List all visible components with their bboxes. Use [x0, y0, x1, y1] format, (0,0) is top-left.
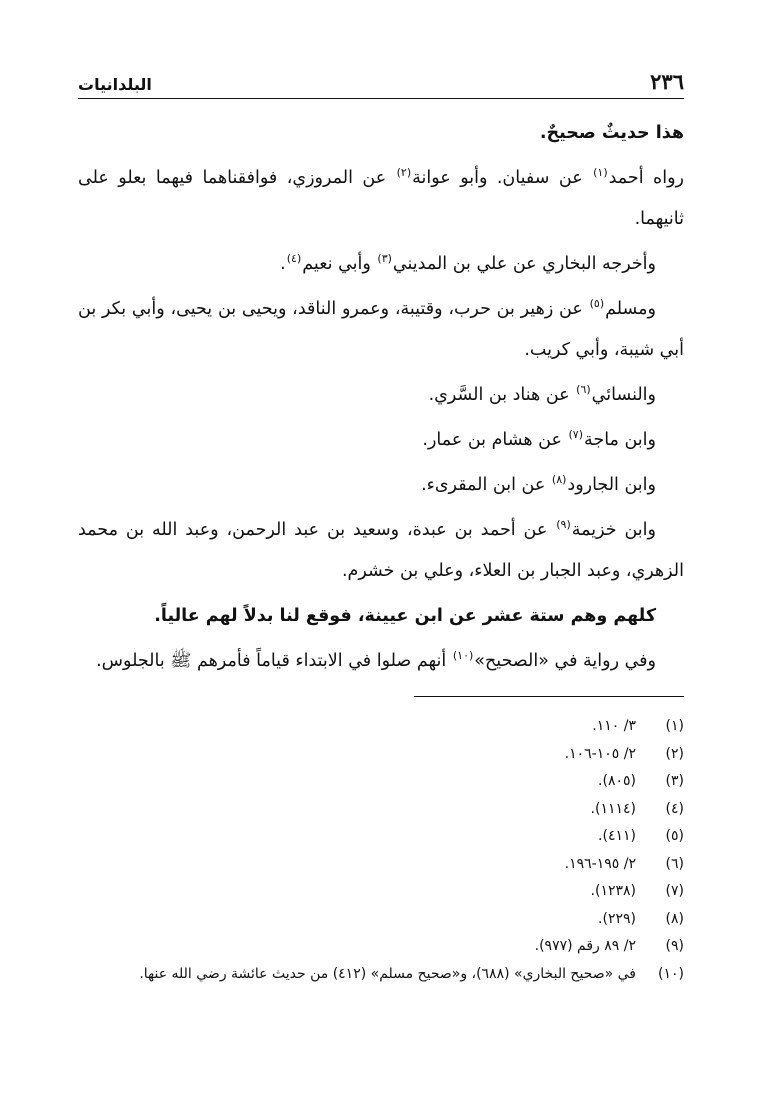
footnote-text: (٨٠٥). — [598, 773, 636, 789]
footnote-ref-6: (٦) — [576, 383, 591, 397]
footnote-item — [78, 961, 684, 989]
footnote-ref-7: (٧) — [568, 428, 584, 442]
paragraph-ibn-majah — [78, 420, 684, 461]
text-segment: عن هناد بن السَّري. — [428, 385, 576, 405]
page-number: ٢٣٦ — [650, 69, 684, 94]
text-segment: وفي رواية في «الصحيح» — [474, 651, 656, 671]
footnote-item — [78, 768, 684, 796]
footnote-number: (٥) — [665, 828, 684, 844]
paragraph-sahih-riwayah — [78, 641, 684, 682]
footnote-item — [78, 878, 684, 906]
footnote-number: (١) — [665, 718, 684, 734]
footnote-ref-8: (٨) — [551, 473, 567, 487]
text-segment: عن زهير بن حرب، وقتيبة، وعمرو الناقد، ويحيى بن يحيى، وأبي بكر بن أبي شيبة، وأبي كريب. — [78, 299, 684, 360]
paragraph-ibn-khuzaymah — [78, 510, 684, 592]
footnote-text: (١١١٤). — [590, 800, 636, 817]
paragraph-ahmad — [78, 158, 684, 240]
text-segment: أنهم صلوا في الابتداء قياماً فأمرهم ﷺ بالجلوس. — [96, 651, 452, 671]
text-segment: عن سفيان. وأبو عوانة — [412, 168, 593, 188]
footnote-item — [78, 906, 684, 934]
footnote-ref-9: (٩) — [556, 518, 571, 532]
footnote-text: (٤١١). — [598, 828, 636, 844]
footnote-item — [78, 851, 684, 879]
footnote-ref-1: (١) — [593, 166, 608, 180]
text-segment: وابن ماجة — [584, 430, 656, 450]
footnote-text: ٣/ ١١٠. — [592, 718, 636, 734]
footnote-number: (١٠) — [658, 965, 684, 982]
text-segment: عن المروزي، فوافقناهما فيهما بعلو على ثانيهما. — [78, 168, 684, 229]
footnote-number: (٣) — [665, 773, 684, 789]
text-segment: رواه أحمد — [608, 168, 684, 188]
text-segment: وأبي نعيم — [302, 254, 377, 274]
paragraph-text: هذا حديثٌ صحيحٌ. — [539, 123, 684, 143]
paragraph-text: كلهم وهم ستة عشر عن ابن عيينة، فوقع لنا بدلاً لهم عالياً. — [154, 606, 656, 626]
text-segment: عن أحمد بن عبدة، وسعيد بن عبد الرحمن، وعبد الله بن محمد الزهري، وعبد الجبار بن العلاء، وعلي بن خشرم. — [78, 520, 684, 581]
footnote-text: ٢/ ٨٩ رقم (٩٧٧). — [534, 938, 636, 954]
footnote-text: ٢/ ١٠٥-١٠٦. — [564, 745, 636, 762]
text-segment: . — [280, 254, 286, 274]
footnote-item — [78, 713, 684, 741]
footnote-number: (٢) — [665, 745, 684, 762]
footnotes-list — [78, 713, 684, 988]
footnote-number: (٧) — [665, 883, 684, 899]
footnote-number: (٤) — [665, 800, 684, 817]
paragraph-summary — [78, 596, 684, 637]
page-header — [78, 60, 684, 99]
text-segment: وأخرجه البخاري عن علي بن المديني — [392, 254, 656, 274]
text-segment: ومسلم — [605, 299, 656, 319]
text-segment: عن هشام بن عمار. — [422, 430, 568, 450]
footnote-item — [78, 796, 684, 824]
footnote-text: في «صحيح البخاري» (٦٨٨)، و«صحيح مسلم» (٤١٢) من حديث عائشة رضي الله عنها. — [139, 965, 636, 982]
footnote-item — [78, 741, 684, 769]
footnote-ref-4: (٤) — [286, 252, 302, 266]
footnote-item — [78, 933, 684, 961]
paragraph-nasai — [78, 375, 684, 416]
footnote-text: (٢٢٩). — [598, 910, 636, 927]
footnote-number: (٨) — [665, 910, 684, 927]
paragraph-muslim — [78, 289, 684, 371]
paragraph-ibn-jarud — [78, 465, 684, 506]
footnote-ref-3: (٣) — [377, 252, 392, 266]
running-title: البلدانيات — [78, 75, 152, 94]
footnote-text: (١٢٣٨). — [590, 883, 636, 899]
main-text — [78, 113, 684, 682]
paragraph-hadith-status — [78, 113, 684, 154]
text-segment: عن ابن المقرىء. — [421, 475, 551, 495]
text-segment: وابن الجارود — [567, 475, 656, 495]
paragraph-bukhari — [78, 244, 684, 285]
footnote-number: (٦) — [665, 855, 684, 872]
footnote-item — [78, 823, 684, 851]
text-segment: وابن خزيمة — [571, 520, 656, 540]
footnote-ref-10: (١٠) — [452, 649, 474, 663]
footnote-ref-2: (٢) — [396, 166, 412, 180]
footnote-text: ٢/ ١٩٥-١٩٦. — [564, 855, 636, 872]
text-segment: والنسائي — [591, 385, 656, 405]
footnote-divider — [414, 696, 684, 697]
book-page — [78, 60, 684, 988]
footnote-number: (٩) — [665, 938, 684, 954]
footnote-ref-5: (٥) — [589, 297, 605, 311]
